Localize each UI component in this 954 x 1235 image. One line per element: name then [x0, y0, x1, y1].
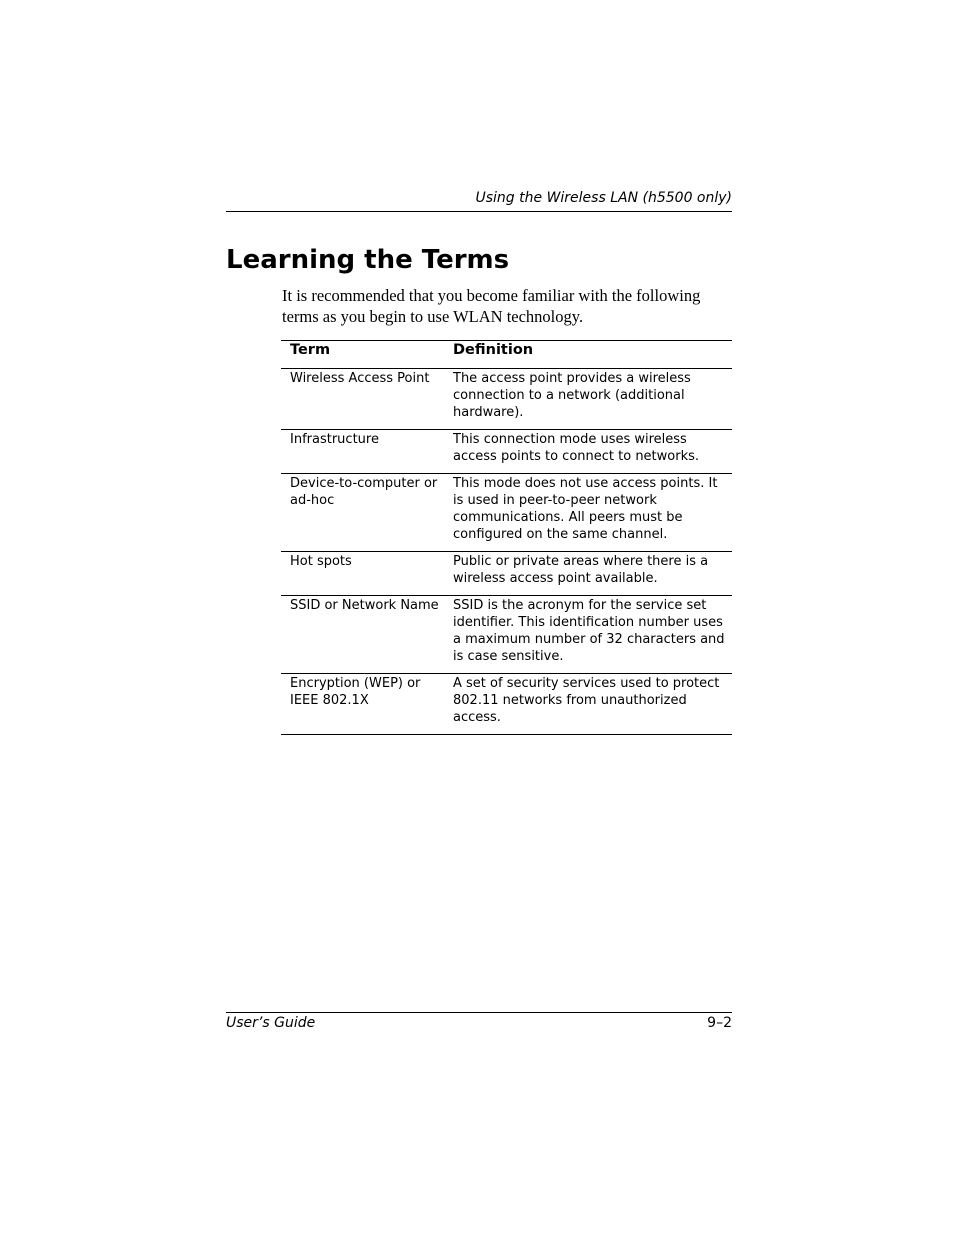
definition-cell: SSID is the acronym for the service set identifier. This identification number uses a maximum number of 32 characters and is case sensitive. [453, 598, 725, 664]
term-cell: Encryption (WEP) or IEEE 802.1X [290, 676, 421, 708]
column-header-term: Term [290, 342, 331, 358]
definition-cell: This mode does not use access points. It is used in peer-to-peer network communications. All peers must be configured on the same channel. [453, 476, 718, 542]
definition-cell: This connection mode uses wireless access points to connect to networks. [453, 432, 700, 464]
table-row [281, 596, 732, 674]
definition-cell: A set of security services used to protect 802.11 networks from unauthorized access. [453, 676, 720, 725]
table-row [281, 474, 732, 552]
table-row [281, 369, 732, 430]
table-row [281, 674, 732, 735]
definition-cell: The access point provides a wireless connection to a network (additional hardware). [453, 371, 691, 420]
page-number: 9–2 [707, 1015, 732, 1031]
page-title: Learning the Terms [226, 245, 510, 275]
term-cell: Device-to-computer or ad-hoc [290, 476, 438, 508]
running-header: Using the Wireless LAN (h5500 only) [475, 190, 732, 206]
table-header-row [281, 341, 732, 369]
term-cell: Infrastructure [290, 432, 379, 447]
footer-guide-title: User’s Guide [226, 1015, 316, 1031]
term-cell: SSID or Network Name [290, 598, 439, 613]
terms-table [281, 340, 732, 735]
term-cell: Wireless Access Point [290, 371, 430, 386]
term-cell: Hot spots [290, 554, 352, 569]
intro-paragraph: It is recommended that you become familiar with the following terms as you begin to use WLAN technology. [282, 286, 701, 326]
column-header-definition: Definition [453, 342, 534, 358]
header-rule [226, 211, 732, 212]
table-row [281, 430, 732, 474]
table-row [281, 552, 732, 596]
definition-cell: Public or private areas where there is a wireless access point available. [453, 554, 709, 586]
